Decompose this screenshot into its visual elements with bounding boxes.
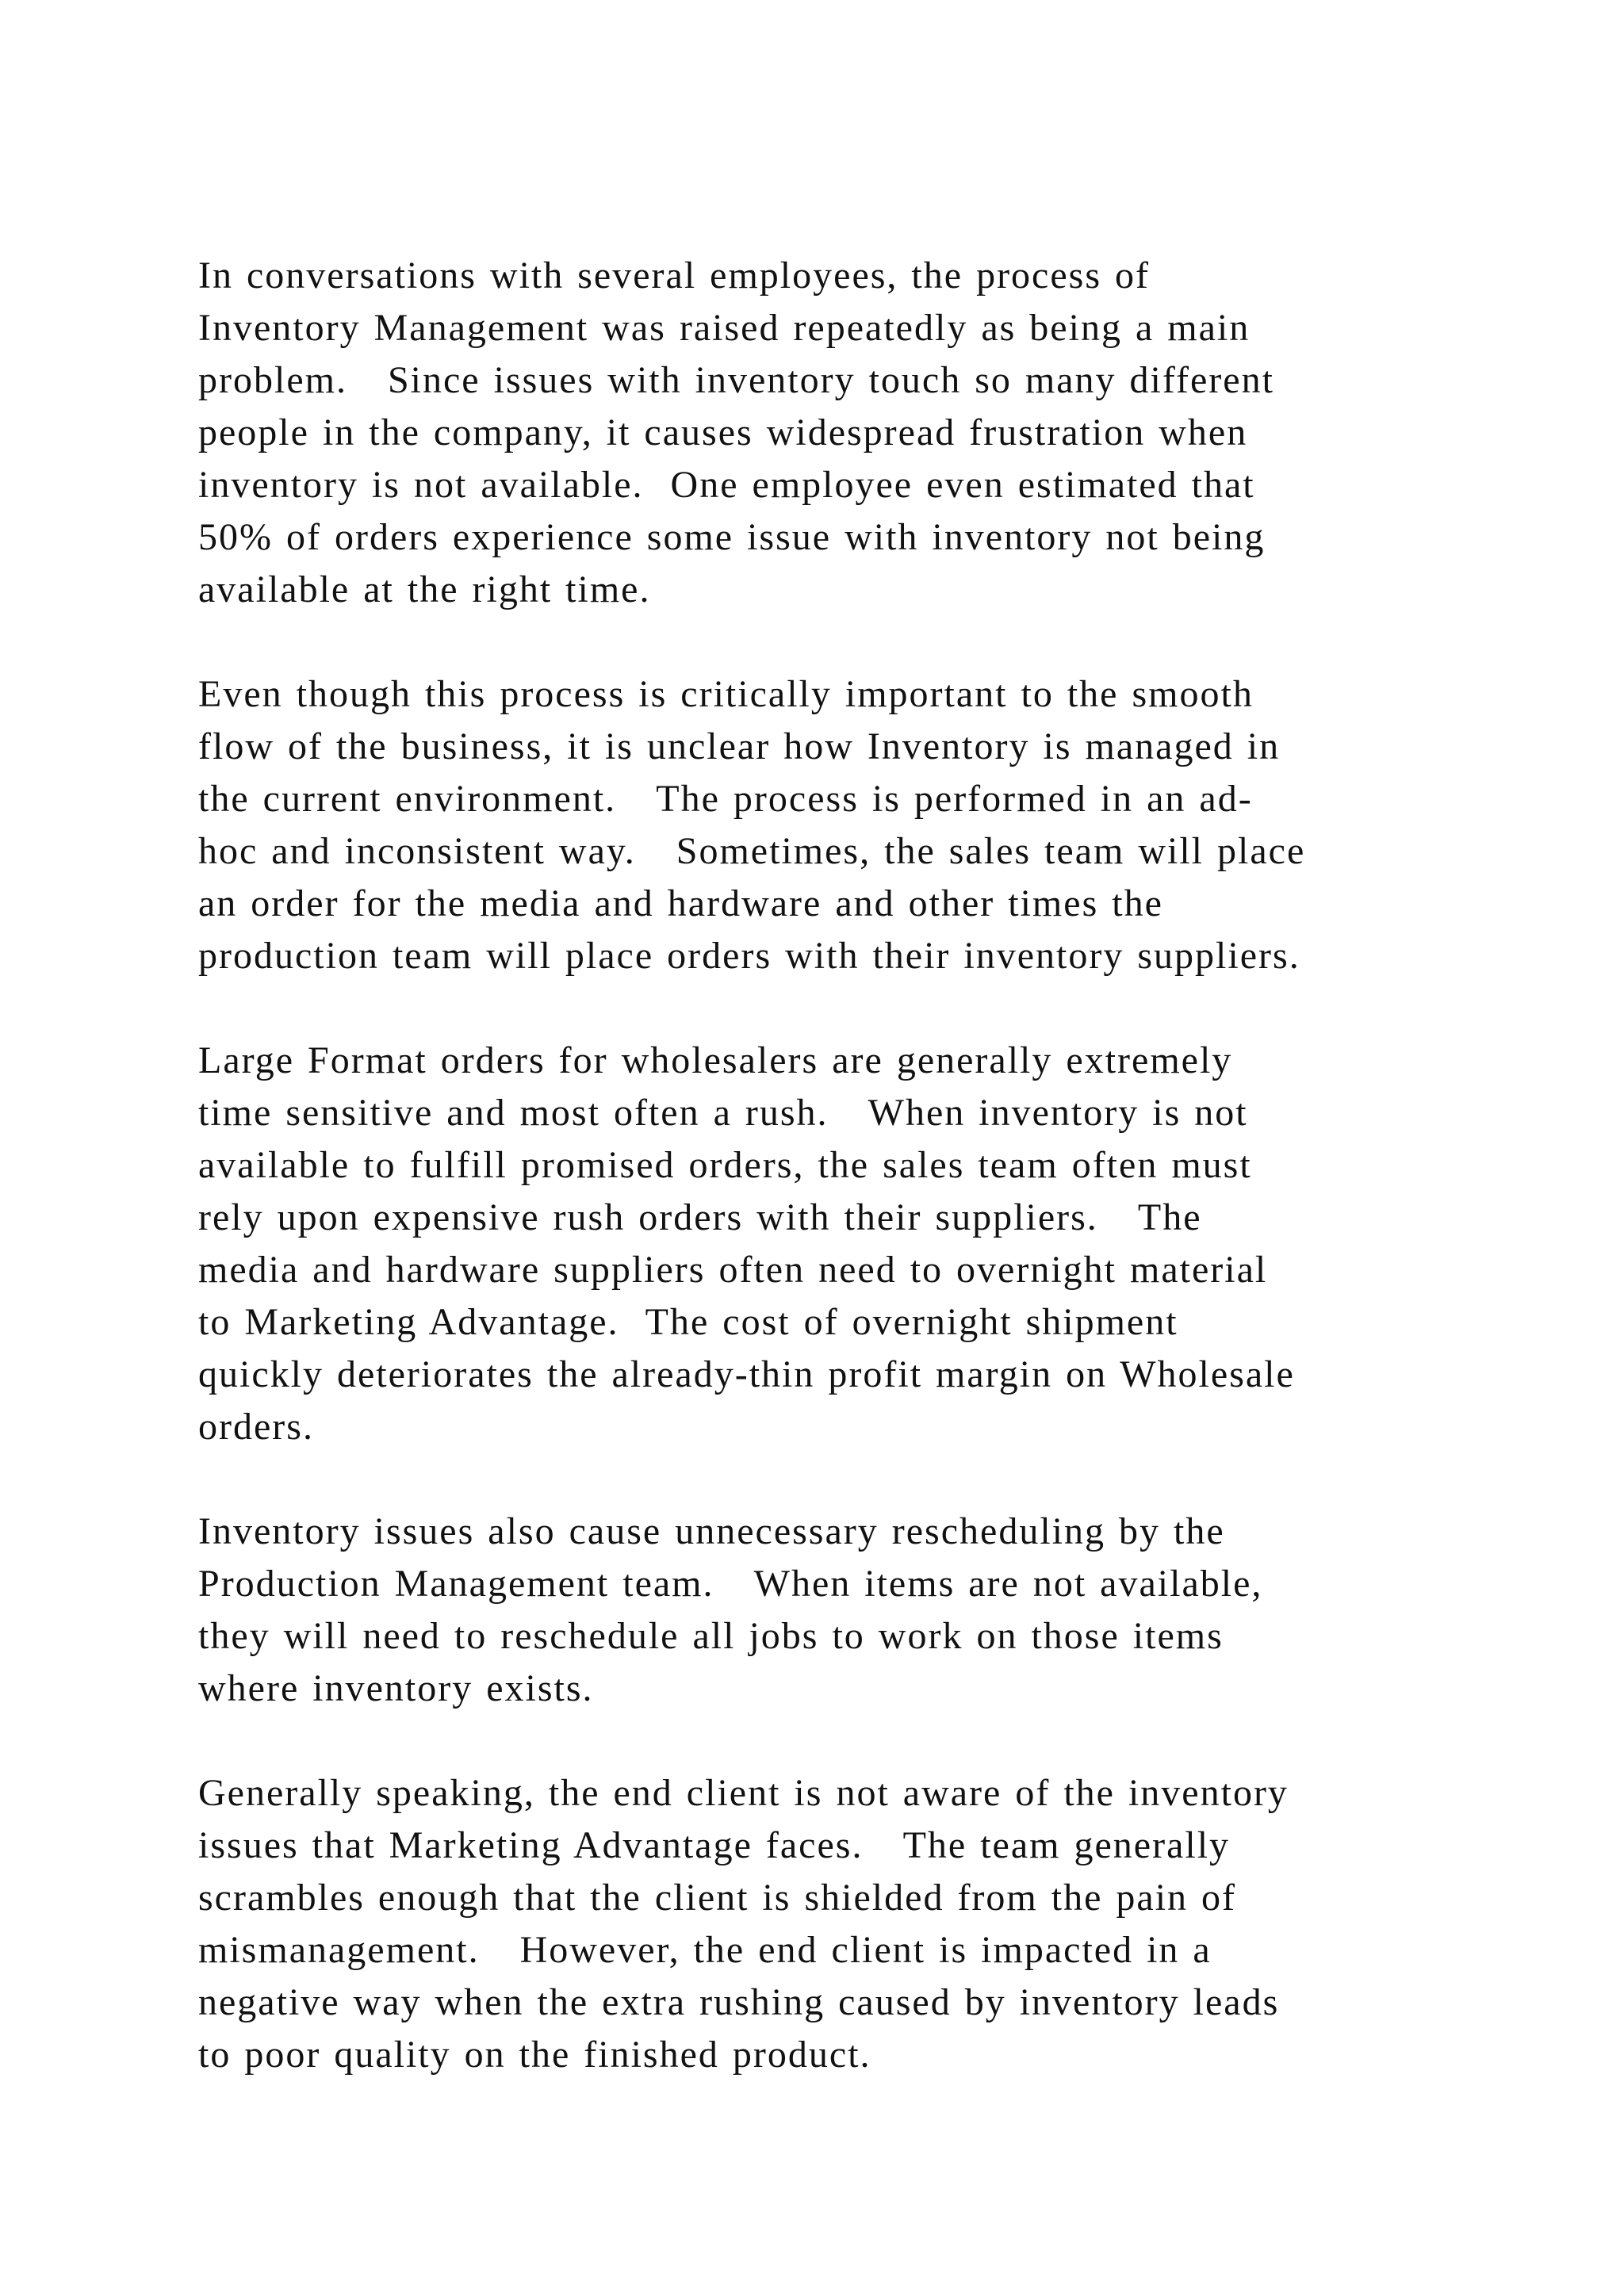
paragraph-line: rely upon expensive rush orders with their suppliers. The — [198, 1196, 1202, 1238]
paragraph-line: available at the right time. — [198, 568, 651, 610]
paragraph-5 — [198, 1767, 1467, 2081]
paragraph-line: issues that Marketing Advantage faces. The team generally — [198, 1824, 1231, 1866]
paragraph-line: the current environment. The process is performed in an ad- — [198, 778, 1253, 820]
paragraph-line: Inventory Management was raised repeatedly as being a main — [198, 307, 1251, 349]
paragraph-line: people in the company, it causes widespread frustration when — [198, 411, 1248, 453]
paragraph-line: hoc and inconsistent way. Sometimes, the sales team will place — [198, 830, 1306, 872]
paragraph-line: problem. Since issues with inventory touch so many different — [198, 359, 1274, 401]
paragraph-line: negative way when the extra rushing caused by inventory leads — [198, 1981, 1280, 2023]
paragraph-line: In conversations with several employees, the process of — [198, 254, 1151, 297]
paragraph-1 — [198, 250, 1467, 616]
paragraph-line: mismanagement. However, the end client is impacted in a — [198, 1929, 1212, 1971]
paragraph-line: Even though this process is critically important to the smooth — [198, 673, 1254, 715]
paragraph-line: 50% of orders experience some issue with inventory not being — [198, 516, 1266, 558]
paragraph-line: Generally speaking, the end client is not aware of the inventory — [198, 1772, 1289, 1814]
document-body — [198, 250, 1467, 2133]
paragraph-line: orders. — [198, 1406, 314, 1448]
paragraph-line: production team will place orders with their inventory suppliers. — [198, 935, 1300, 977]
paragraph-line: Production Management team. When items are not available, — [198, 1563, 1263, 1605]
paragraph-line: available to fulfill promised orders, the sales team often must — [198, 1144, 1252, 1186]
paragraph-line: to poor quality on the finished product. — [198, 2034, 871, 2076]
paragraph-4 — [198, 1506, 1467, 1715]
paragraph-3 — [198, 1035, 1467, 1453]
paragraph-line: time sensitive and most often a rush. When inventory is not — [198, 1092, 1248, 1134]
paragraph-line: inventory is not available. One employee even estimated that — [198, 464, 1255, 506]
paragraph-line: Inventory issues also cause unnecessary rescheduling by the — [198, 1510, 1225, 1552]
paragraph-line: an order for the media and hardware and other times the — [198, 882, 1163, 924]
paragraph-line: flow of the business, it is unclear how Inventory is managed in — [198, 725, 1281, 767]
paragraph-line: Large Format orders for wholesalers are generally extremely — [198, 1039, 1233, 1081]
paragraph-line: scrambles enough that the client is shielded from the pain of — [198, 1877, 1237, 1919]
paragraph-line: where inventory exists. — [198, 1667, 594, 1709]
paragraph-2 — [198, 668, 1467, 982]
paragraph-line: they will need to reschedule all jobs to work on those items — [198, 1615, 1224, 1657]
paragraph-line: media and hardware suppliers often need to overnight material — [198, 1249, 1268, 1291]
paragraph-line: to Marketing Advantage. The cost of overnight shipment — [198, 1301, 1178, 1343]
paragraph-line: quickly deteriorates the already-thin profit margin on Wholesale — [198, 1353, 1295, 1395]
